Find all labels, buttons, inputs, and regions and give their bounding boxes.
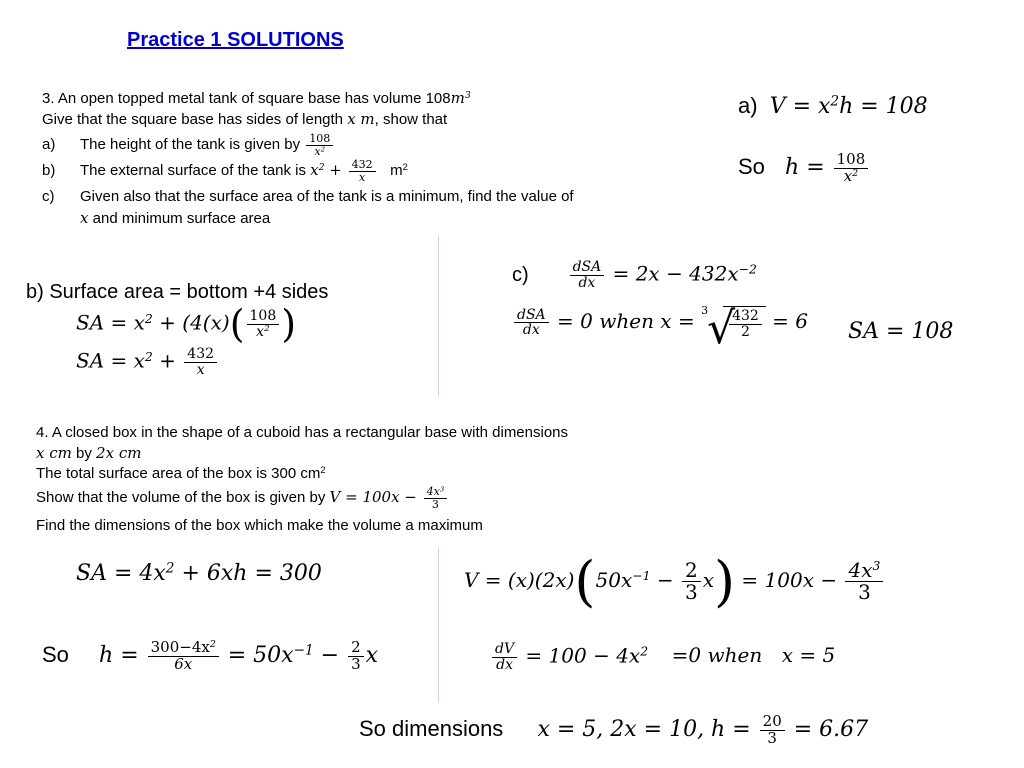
sol4-height-coef: $\frac{2}{3}$ <box>348 640 364 673</box>
sol4-volume-fraction: $\frac{4x^3}{3}$ <box>845 560 883 603</box>
q3-intro: 3. An open topped metal tank of square base has volume $108m^3$ <box>42 89 471 107</box>
q3-part-a: a) The height of the tank is given by $\frac{108}{x^2}$ <box>42 133 335 157</box>
q3-line2: Give that the square base has sides of length x m, show that <box>42 110 448 128</box>
cube-root: 3 √ $\frac{432}{2}$ <box>701 306 766 339</box>
q3-part-c: c) Given also that the surface area of the tank is a minimum, find the value of <box>42 188 574 205</box>
sol3-b-line2: SA = $x^2$ + $\frac{432}{x}$ <box>76 347 219 377</box>
q4-line4: Show that the volume of the box is given by V = 100x − $\frac{4x^3}{3}$ <box>36 486 449 510</box>
sol4-derivative: $\frac{dV}{dx}$ = $100 - 4x^2 =0$ when x = 5 <box>490 642 835 672</box>
sol3-b-line1: SA = $x^2 + (4(x)$( $\frac{108}{x^2}$ ) <box>76 302 297 347</box>
q3-a-fraction: $\frac{108}{x^2}$ <box>306 133 333 157</box>
q4-volume-fraction: $\frac{4x^3}{3}$ <box>424 486 448 510</box>
q4-line2: x cm by 2x cm <box>36 444 142 462</box>
sol3-part-a: a) $V = x^2h = 108$ <box>738 93 928 119</box>
q4-line5: Find the dimensions of the box which make the volume a maximum <box>36 517 483 534</box>
sol4-height-fraction: $\frac{300-4x^2}{6x}$ <box>148 640 219 673</box>
q3-part-c-line2: x and minimum surface area <box>80 209 271 227</box>
q4-line3: The total surface area of the box is 300 $cm^2$ <box>36 464 326 482</box>
q3-b-fraction: $\frac{432}{x}$ <box>349 159 376 183</box>
divider-bottom <box>438 548 439 703</box>
page-title: Practice 1 SOLUTIONS <box>127 29 344 51</box>
sol3-sa-result: SA = 108 <box>848 319 954 344</box>
sol4-height: So h = $\frac{300-4x^2}{6x}$ = $50x^{-1}$ − $\frac{2}{3}$ x <box>42 638 379 673</box>
sol3-c-line1: c) $\frac{\text{dSA}}{dx}$ = $2x - 432x^{-2}$ <box>512 259 757 291</box>
q4-line1: 4. A closed box in the shape of a cuboid has a rectangular base with dimensions <box>36 424 569 441</box>
sol4-dimensions: So dimensions x = 5, 2x = 10, h = $\frac{20}{3}$ = 6.67 <box>359 712 869 747</box>
sol4-volume-coef: $\frac{2}{3}$ <box>682 560 701 603</box>
sol3-height: So h = $\frac{108}{x^2}$ <box>738 152 870 185</box>
sol3-c-derivative: $\frac{\text{dSA}}{dx}$ <box>570 260 605 290</box>
sol4-dv-dx: $\frac{dV}{dx}$ <box>492 642 517 672</box>
sol3-b-line2-fraction: $\frac{432}{x}$ <box>184 347 217 377</box>
sol4-dims-fraction: $\frac{20}{3}$ <box>760 714 785 747</box>
sol3-height-fraction: $\frac{108}{x^2}$ <box>834 152 869 185</box>
sol4-surface-area: SA = $4x^2 + 6xh = 300$ <box>76 560 322 586</box>
sol3-b-line1-fraction: $\frac{108}{x^2}$ <box>247 309 280 339</box>
sol3-c-line2: $\frac{\text{dSA}}{dx}$ = 0 when x = 3 √ $\frac{432}{2}$ = 6 <box>512 306 808 339</box>
sol3-c2-derivative: $\frac{\text{dSA}}{dx}$ <box>514 308 549 338</box>
sol4-volume: $V = (x)(2x)(50x^{-1}$ − $\frac{2}{3}$ x) = 100x − $\frac{4x^3}{3}$ <box>464 560 885 603</box>
divider-top <box>438 236 439 396</box>
q3-part-b: b) The external surface of the tank is $x^2$ + $\frac{432}{x}$ $m^2$ <box>42 158 408 184</box>
sol3-b-heading: b) Surface area = bottom +4 sides <box>26 281 329 303</box>
